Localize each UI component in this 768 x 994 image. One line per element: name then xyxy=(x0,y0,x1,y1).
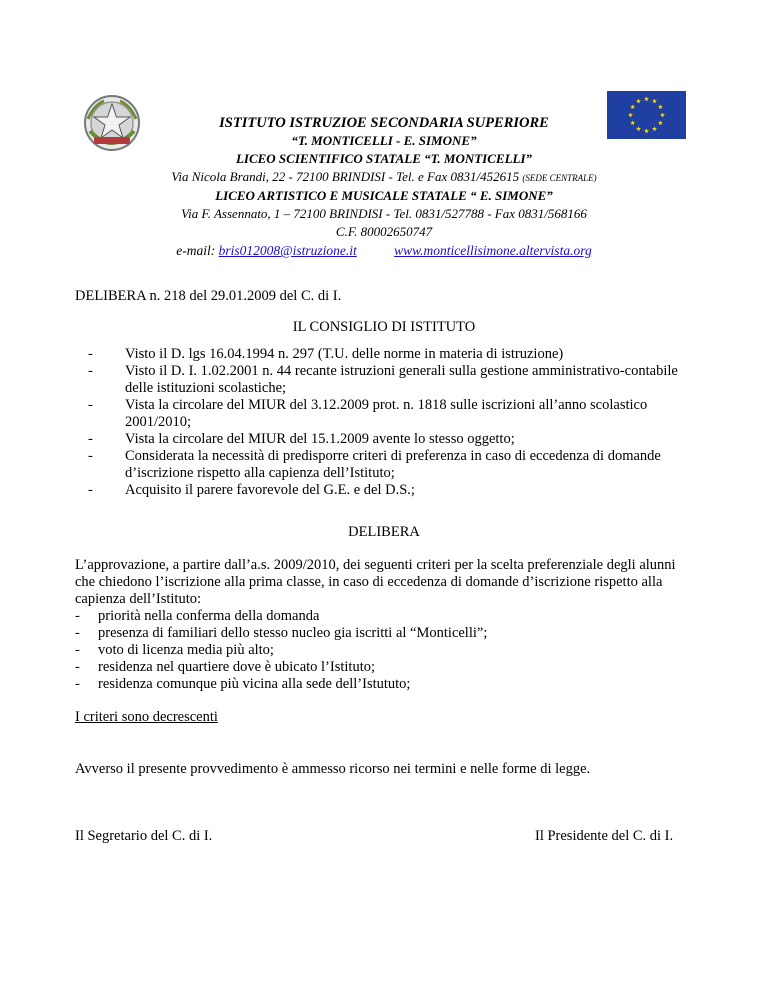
second-address: Via F. Assennato, 1 – 72100 BRINDISI - Tel. 0831/527788 - Fax 0831/568166 xyxy=(181,206,587,221)
list-item: - presenza di familiari dello stesso nucleo gia iscritti al “Monticelli”; xyxy=(75,625,695,642)
contact-line xyxy=(100,242,668,260)
secretary-signature: Il Segretario del C. di I. xyxy=(75,828,213,844)
appeal-notice: Avverso il presente provvedimento è ammesso ricorso nei termini e nelle forme di legge. xyxy=(75,761,591,777)
email-label: e-mail: xyxy=(176,243,216,258)
criteria-list xyxy=(75,608,695,693)
liceo-artistico-name: LICEO ARTISTICO E MUSICALE STATALE “ E. SIMONE” xyxy=(215,188,553,203)
president-signature: Il Presidente del C. di I. xyxy=(535,828,674,844)
delibera-reference: DELIBERA n. 218 del 29.01.2009 del C. di I. xyxy=(75,288,342,304)
list-item: - Vista la circolare del MIUR del 15.1.2009 avente lo stesso oggetto; xyxy=(88,431,698,448)
list-item: - residenza nel quartiere dove è ubicato l’Istituto; xyxy=(75,659,695,676)
institute-name: ISTITUTO ISTRUZIOE SECONDARIA SUPERIORE xyxy=(219,115,549,131)
criteria-note: I criteri sono decrescenti xyxy=(75,709,218,725)
list-item: - Visto il D. lgs 16.04.1994 n. 297 (T.U. delle norme in materia di istruzione) xyxy=(88,346,698,363)
liceo-scientifico-name: LICEO SCIENTIFICO STATALE “T. MONTICELLI” xyxy=(235,151,533,166)
council-title: IL CONSIGLIO DI ISTITUTO xyxy=(292,319,476,335)
list-item: - residenza comunque più vicina alla sede dell’Istututo; xyxy=(75,676,695,693)
email-link[interactable]: bris012008@istruzione.it xyxy=(218,243,357,258)
letterhead xyxy=(100,114,668,260)
list-item: - Acquisito il parere favorevole del G.E. e del D.S.; xyxy=(88,482,698,499)
main-address-note: (SEDE CENTRALE) xyxy=(522,173,597,183)
list-item: - Considerata la necessità di predisporre criteri di preferenza in caso di eccedenza di domande d’iscrizione rispetto alla capienza dell’Istituto; xyxy=(88,448,698,482)
website-link[interactable]: www.monticellisimone.altervista.org xyxy=(394,243,592,258)
considering-list xyxy=(88,346,698,499)
list-item: - voto di licenza media più alto; xyxy=(75,642,695,659)
approval-text: L’approvazione, a partire dall’a.s. 2009/2010, dei seguenti criteri per la scelta preferenziale degli alunni che chiedono l’iscrizione alla prima classe, in caso di eccedenza di domande d’iscrizione rispetto alla capienza dell’Istituto: xyxy=(75,557,676,607)
delibera-title: DELIBERA xyxy=(348,524,420,540)
school-names: “T. MONTICELLI - E. SIMONE” xyxy=(291,133,477,148)
list-item: - priorità nella conferma della domanda xyxy=(75,608,695,625)
main-address-text: Via Nicola Brandi, 22 - 72100 BRINDISI - Tel. e Fax 0831/452615 xyxy=(171,169,520,184)
list-item: - Visto il D. I. 1.02.2001 n. 44 recante istruzioni generali sulla gestione amministrativo-contabile delle istituzioni scolastiche; xyxy=(88,363,698,397)
main-address xyxy=(100,168,668,187)
fiscal-code: C.F. 80002650747 xyxy=(335,224,433,239)
list-item: - Vista la circolare del MIUR del 3.12.2009 prot. n. 1818 sulle iscrizioni all’anno scolastico 2001/2010; xyxy=(88,397,698,431)
